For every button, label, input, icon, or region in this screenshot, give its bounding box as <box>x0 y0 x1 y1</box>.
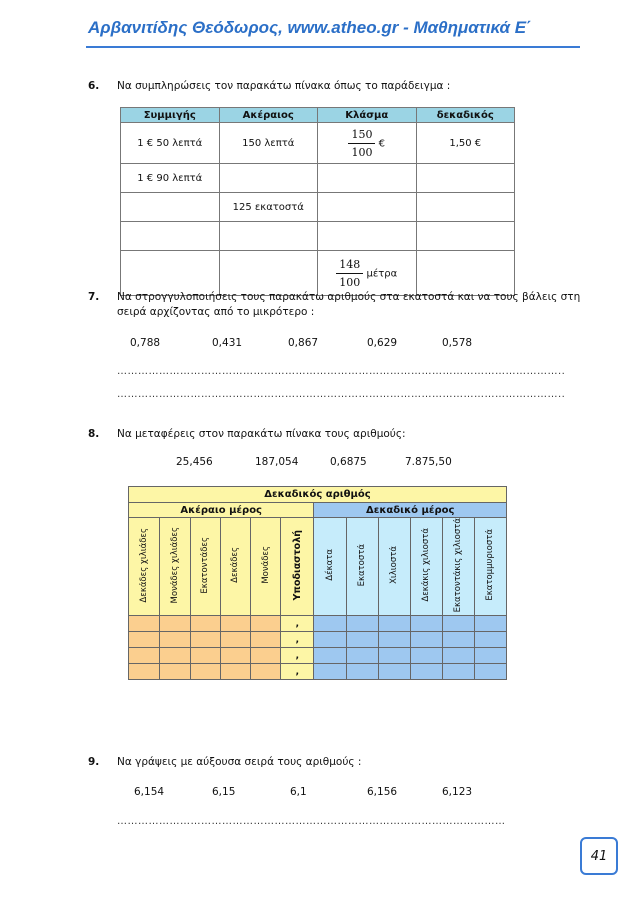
q6-r5-frac-num: 148 <box>336 258 363 274</box>
table-cell <box>251 616 281 632</box>
table-cell <box>129 616 160 632</box>
table-cell <box>129 648 160 664</box>
q9-text: Να γράψεις με αύξουσα σειρά τους αριθμούς : <box>117 756 362 768</box>
q6-r2-integer <box>219 164 318 193</box>
q6-header-fraction: Κλάσμα <box>318 108 417 123</box>
table-cell <box>314 632 346 648</box>
q6-r2-mixed: 1 € 90 λεπτά <box>121 164 220 193</box>
q9-number-4: 6,156 <box>367 786 398 798</box>
table-cell <box>442 664 474 680</box>
q8-col-tenths <box>314 518 346 616</box>
table-cell <box>190 664 220 680</box>
q8-col-tens-label: Δεκάδες <box>230 547 241 584</box>
table-row <box>129 664 507 680</box>
q8-col-decimal-point <box>281 518 314 616</box>
q8-col-units-label: Μονάδες <box>260 546 271 585</box>
q8-col-ten-thousands-label: Δεκάδες χιλιάδες <box>139 527 150 603</box>
q6-table <box>120 107 515 296</box>
q8-col-hundred-thousandths-label: Εκατοντάκις χιλιοστά <box>453 518 464 613</box>
q9-number-3: 6,1 <box>290 786 307 798</box>
table-cell <box>251 648 281 664</box>
table-cell <box>190 616 220 632</box>
q8-col-thousands <box>160 518 190 616</box>
q6-r1-frac-num: 150 <box>348 128 375 144</box>
q8-integer-part: Ακέραιο μέρος <box>129 503 314 518</box>
q6-r5-frac <box>336 258 363 289</box>
q8-col-tens <box>220 518 250 616</box>
table-cell <box>220 616 250 632</box>
comma-cell: , <box>281 664 314 680</box>
q7-line1: Να στρογγυλοποιήσεις τους παρακάτω αριθμούς στα εκατοστά και να τους βάλεις στη <box>117 291 581 303</box>
table-cell <box>346 632 378 648</box>
q8-decimal-part: Δεκαδικό μέρος <box>314 503 507 518</box>
q6-r5-frac-den: 100 <box>339 275 361 289</box>
table-cell <box>220 664 250 680</box>
table-cell <box>160 632 190 648</box>
table-cell <box>410 632 442 648</box>
header-divider <box>86 46 580 48</box>
table-cell <box>474 616 506 632</box>
q8-col-thousandths-label: Χιλιοστά <box>389 546 400 585</box>
table-cell <box>314 616 346 632</box>
table-cell <box>314 664 346 680</box>
page-header <box>88 18 588 42</box>
q7-answer-line-1: ……………………………………………………………………………………………………………….. <box>117 366 566 377</box>
q7-number-5: 0,578 <box>442 337 473 349</box>
table-cell <box>442 632 474 648</box>
q9-number-2: 6,15 <box>212 786 236 798</box>
table-cell <box>160 648 190 664</box>
table-cell <box>410 616 442 632</box>
q6-r1-integer: 150 λεπτά <box>219 123 318 164</box>
table-cell <box>251 632 281 648</box>
q9-answer-line: ………………………………………………………………………………………………… <box>117 816 506 827</box>
q7-answer-line-2: ……………………………………………………………………………………………………………….. <box>117 389 566 400</box>
table-cell <box>160 664 190 680</box>
table-cell <box>442 616 474 632</box>
table-cell <box>129 632 160 648</box>
q6-r3-fraction <box>318 193 417 222</box>
q6-r1-frac-den: 100 <box>351 145 373 159</box>
q6-r5-fraction <box>318 251 417 296</box>
q6-r4-fraction <box>318 222 417 251</box>
table-cell <box>251 664 281 680</box>
q6-r5-mixed <box>121 251 220 296</box>
q9-number-5: 6,123 <box>442 786 473 798</box>
table-row <box>129 648 507 664</box>
q6-r2-decimal <box>416 164 515 193</box>
q6-header-integer: Ακέραιος <box>219 108 318 123</box>
q6-header-mixed: Συμμιγής <box>121 108 220 123</box>
table-cell <box>378 632 410 648</box>
table-cell <box>220 648 250 664</box>
table-row <box>129 632 507 648</box>
q8-text: Να μεταφέρεις στον παρακάτω πίνακα τους αριθμούς: <box>117 428 406 440</box>
q8-number-4: 7.875,50 <box>405 456 452 468</box>
q8-col-ten-thousandths-label: Δεκάκις χιλιοστά <box>421 528 432 602</box>
q6-header-decimal: δεκαδικός <box>416 108 515 123</box>
q6-r3-decimal <box>416 193 515 222</box>
q7-line2: σειρά αρχίζοντας από το μικρότερο : <box>117 306 315 318</box>
comma-cell: , <box>281 632 314 648</box>
q8-col-hundred-thousandths <box>442 518 474 616</box>
q6-text: Να συμπληρώσεις τον παρακάτω πίνακα όπως το παράδειγμα : <box>117 80 451 92</box>
table-cell <box>474 664 506 680</box>
q8-number-1: 25,456 <box>176 456 213 468</box>
comma-cell: , <box>281 648 314 664</box>
table-cell <box>410 648 442 664</box>
q8-col-ten-thousands <box>129 518 160 616</box>
comma-cell: , <box>281 616 314 632</box>
q8-col-millionths <box>474 518 506 616</box>
header-title: Αρβανιτίδης Θεόδωρος, www.atheo.gr - Μαθηματικά Ε΄ <box>88 18 532 37</box>
table-cell <box>220 632 250 648</box>
q7-number: 7. <box>88 291 100 303</box>
table-cell <box>378 616 410 632</box>
q8-col-thousandths <box>378 518 410 616</box>
q6-r5-frac-unit: μέτρα <box>366 268 398 279</box>
table-cell <box>314 648 346 664</box>
q8-col-hundredths-label: Εκατοστά <box>357 543 368 587</box>
q6-r5-decimal <box>416 251 515 296</box>
q8-col-millionths-label: Εκατομμυριοστά <box>485 529 496 601</box>
q8-col-ten-thousandths <box>410 518 442 616</box>
q7-number-4: 0,629 <box>367 337 398 349</box>
q8-number-2: 187,054 <box>255 456 299 468</box>
q6-r3-mixed <box>121 193 220 222</box>
table-cell <box>346 648 378 664</box>
table-cell <box>190 648 220 664</box>
q8-col-decimal-point-label: Υποδιαστολή <box>291 529 303 601</box>
table-cell <box>474 632 506 648</box>
table-cell <box>378 664 410 680</box>
q7-number-1: 0,788 <box>130 337 161 349</box>
q8-table <box>128 486 507 680</box>
q9-number: 9. <box>88 756 100 768</box>
table-cell <box>442 648 474 664</box>
q6-r4-mixed <box>121 222 220 251</box>
q8-col-hundreds-label: Εκατοντάδες <box>200 536 211 594</box>
q7-number-2: 0,431 <box>212 337 243 349</box>
q6-r2-fraction <box>318 164 417 193</box>
q6-r1-mixed: 1 € 50 λεπτά <box>121 123 220 164</box>
q6-r1-frac-unit: € <box>378 138 386 149</box>
q8-number-3: 0,6875 <box>330 456 367 468</box>
q6-r3-integer: 125 εκατοστά <box>219 193 318 222</box>
q8-col-thousands-label: Μονάδες χιλιάδες <box>169 526 180 604</box>
q7-number-3: 0,867 <box>288 337 319 349</box>
table-cell <box>129 664 160 680</box>
q6-r1-frac <box>348 128 375 159</box>
q6-number: 6. <box>88 80 100 92</box>
q6-r1-fraction <box>318 123 417 164</box>
q9-number-1: 6,154 <box>134 786 165 798</box>
q6-r4-decimal <box>416 222 515 251</box>
q8-col-hundredths <box>346 518 378 616</box>
q6-r4-integer <box>219 222 318 251</box>
q6-r5-integer <box>219 251 318 296</box>
table-cell <box>346 664 378 680</box>
table-cell <box>190 632 220 648</box>
q8-number: 8. <box>88 428 100 440</box>
table-cell <box>474 648 506 664</box>
q6-r1-decimal: 1,50 € <box>416 123 515 164</box>
table-cell <box>410 664 442 680</box>
q8-col-hundreds <box>190 518 220 616</box>
q8-table-title: Δεκαδικός αριθμός <box>129 487 507 503</box>
table-cell <box>378 648 410 664</box>
table-cell <box>346 616 378 632</box>
page-number: 41 <box>580 837 618 875</box>
table-row <box>129 616 507 632</box>
table-cell <box>160 616 190 632</box>
q8-col-units <box>251 518 281 616</box>
q8-col-tenths-label: Δέκατα <box>324 549 335 582</box>
